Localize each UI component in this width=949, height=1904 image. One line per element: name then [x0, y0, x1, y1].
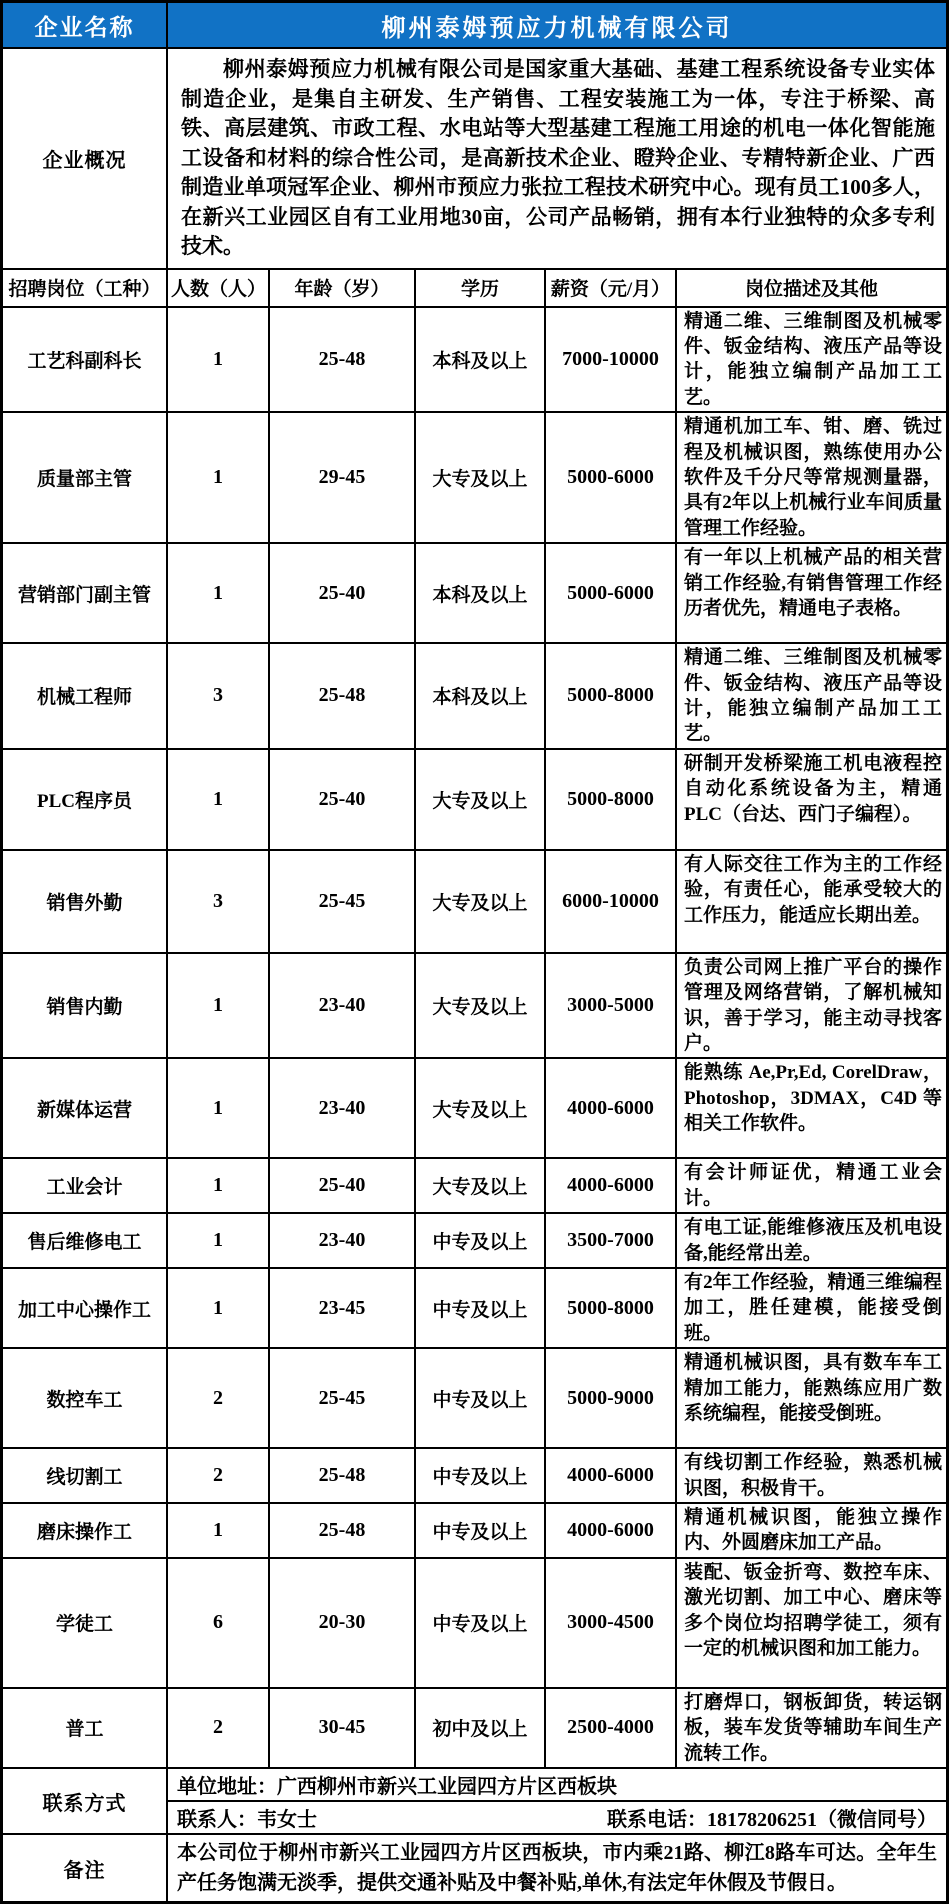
contact-person: 联系人：韦女士 [177, 1809, 317, 1832]
age-range-cell: 25-40 [270, 544, 416, 642]
job-row [3, 1157, 946, 1212]
salary-cell: 5000-6000 [546, 544, 677, 642]
salary-cell: 3000-4500 [546, 1559, 677, 1687]
headcount-cell: 1 [168, 1269, 270, 1347]
education-cell: 中专及以上 [416, 1214, 546, 1267]
contact-person-phone-row [168, 1800, 946, 1833]
job-description-cell: 负责公司网上推广平台的操作管理及网络营销，了解机械知识，善于学习，能主动寻找客户。 [684, 956, 942, 1054]
column-header-description: 岗位描述及其他 [744, 279, 878, 300]
notes-label: 备注 [3, 1835, 168, 1901]
age-range-cell: 25-48 [270, 644, 416, 748]
job-title-cell: 新媒体运营 [3, 1059, 168, 1157]
company-overview-label: 企业概况 [3, 49, 168, 268]
headcount-cell: 1 [168, 750, 270, 849]
salary-cell: 5000-8000 [546, 750, 677, 849]
job-row [3, 1347, 946, 1447]
age-range-cell: 25-48 [270, 1504, 416, 1557]
title-row [3, 3, 946, 49]
contact-details [168, 1769, 946, 1833]
job-title-cell: 工艺科副科长 [3, 308, 168, 412]
age-range-cell: 25-40 [270, 750, 416, 849]
job-row [3, 1557, 946, 1687]
job-row [3, 1502, 946, 1557]
job-description-cell: 装配、钣金折弯、数控车床、激光切割、加工中心、磨床等多个岗位均招聘学徒工，须有一定的机械识图和加工能力。 [684, 1561, 942, 1660]
age-range-cell: 25-48 [270, 308, 416, 412]
contact-row [3, 1767, 946, 1833]
job-title-cell: 营销部门副主管 [3, 544, 168, 642]
salary-cell: 3500-7000 [546, 1214, 677, 1267]
headcount-cell: 3 [168, 851, 270, 952]
job-description-cell: 精通机加工车、钳、磨、铣过程及机械识图，熟练使用办公软件及千分尺等常规测量器，具有2年以上机械行业车间质量管理工作经验。 [684, 416, 942, 539]
education-cell: 本科及以上 [416, 644, 546, 748]
job-description-cell: 能熟练 Ae,Pr,Ed, CorelDraw，Photoshop，3DMAX，C4D 等相关工作软件。 [684, 1062, 942, 1135]
job-row [3, 542, 946, 642]
salary-cell: 5000-8000 [546, 644, 677, 748]
salary-cell: 4000-6000 [546, 1059, 677, 1157]
job-row [3, 748, 946, 849]
headcount-cell: 3 [168, 644, 270, 748]
education-cell: 中专及以上 [416, 1449, 546, 1502]
column-header-age: 年龄（岁） [270, 270, 416, 306]
notes-row [3, 1833, 946, 1901]
job-title-cell: 机械工程师 [3, 644, 168, 748]
company-overview-text: 柳州泰姆预应力机械有限公司是国家重大基础、基建工程系统设备专业实体制造企业，是集自主研发、生产销售、工程安装施工为一体，专注于桥梁、高铁、高层建筑、市政工程、水电站等大型基建工程施工用途的机电一体化智能施工设备和材料的综合性公司，是高新技术企业、瞪羚企业、专精特新企业、广西制造业单项冠军企业、柳州市预应力张拉工程技术研究中心。现有员工100多人，在新兴工业园区自有工业用地30亩，公司产品畅销，拥有本行业独特的众多专利技术。 [181, 57, 935, 258]
education-cell: 本科及以上 [416, 544, 546, 642]
age-range-cell: 23-40 [270, 1059, 416, 1157]
job-row [3, 1212, 946, 1267]
job-title-cell: 销售内勤 [3, 954, 168, 1058]
headcount-cell: 1 [168, 1059, 270, 1157]
education-cell: 本科及以上 [416, 308, 546, 412]
job-row [3, 411, 946, 542]
column-header-row [3, 268, 946, 306]
job-description-cell: 有电工证,能维修液压及机电设备,能经常出差。 [684, 1217, 942, 1264]
job-description-cell: 有人际交往工作为主的工作经验，有责任心，能承受较大的工作压力，能适应长期出差。 [684, 853, 942, 926]
education-cell: 大专及以上 [416, 851, 546, 952]
salary-cell: 6000-10000 [546, 851, 677, 952]
education-cell: 中专及以上 [416, 1559, 546, 1687]
job-description-cell: 研制开发桥梁施工机电液程控自动化系统设备为主，精通PLC（台达、西门子编程）。 [684, 752, 942, 825]
job-row [3, 1267, 946, 1347]
job-title-cell: 数控车工 [3, 1349, 168, 1447]
job-title-cell: PLC程序员 [3, 750, 168, 849]
job-title-cell: 线切割工 [3, 1449, 168, 1502]
job-title-cell: 普工 [3, 1689, 168, 1767]
headcount-cell: 1 [168, 544, 270, 642]
headcount-cell: 2 [168, 1349, 270, 1447]
job-row [3, 306, 946, 412]
salary-cell: 4000-6000 [546, 1449, 677, 1502]
job-row [3, 642, 946, 748]
salary-cell: 5000-9000 [546, 1349, 677, 1447]
age-range-cell: 25-45 [270, 851, 416, 952]
column-header-salary: 薪资（元/月） [546, 270, 677, 306]
headcount-cell: 1 [168, 308, 270, 412]
salary-cell: 5000-6000 [546, 413, 677, 542]
headcount-cell: 1 [168, 1504, 270, 1557]
education-cell: 中专及以上 [416, 1349, 546, 1447]
headcount-cell: 1 [168, 1214, 270, 1267]
company-overview-row [3, 49, 946, 268]
salary-cell: 3000-5000 [546, 954, 677, 1058]
job-description-cell: 有2年工作经验，精通三维编程加工，胜任建模，能接受倒班。 [684, 1272, 942, 1344]
headcount-cell: 1 [168, 954, 270, 1058]
age-range-cell: 30-45 [270, 1689, 416, 1767]
age-range-cell: 29-45 [270, 413, 416, 542]
salary-cell: 2500-4000 [546, 1689, 677, 1767]
age-range-cell: 25-45 [270, 1349, 416, 1447]
job-description-cell: 有线切割工作经验，熟悉机械识图，积极肯干。 [684, 1452, 942, 1499]
job-description-cell: 精通机械识图，能独立操作内、外圆磨床加工产品。 [684, 1507, 942, 1554]
age-range-cell: 25-48 [270, 1449, 416, 1502]
column-header-job: 招聘岗位（工种） [3, 270, 168, 306]
job-title-cell: 工业会计 [3, 1159, 168, 1212]
headcount-cell: 6 [168, 1559, 270, 1687]
contact-address: 单位地址：广西柳州市新兴工业园四方片区西板块 [177, 1776, 617, 1799]
notes-text: 本公司位于柳州市新兴工业园四方片区西板块，市内乘21路、柳江8路车可达。全年生产任务饱满无淡季，提供交通补贴及中餐补贴,单休,有法定年休假及节假日。 [177, 1842, 937, 1895]
job-row [3, 1687, 946, 1767]
education-cell: 大专及以上 [416, 1159, 546, 1212]
job-title-cell: 加工中心操作工 [3, 1269, 168, 1347]
job-row [3, 1447, 946, 1502]
job-row [3, 1057, 946, 1157]
education-cell: 大专及以上 [416, 413, 546, 542]
job-row [3, 849, 946, 952]
age-range-cell: 25-40 [270, 1159, 416, 1212]
job-title-cell: 质量部主管 [3, 413, 168, 542]
contact-phone: 联系电话：18178206251（微信同号） [607, 1809, 937, 1832]
education-cell: 大专及以上 [416, 954, 546, 1058]
salary-cell: 5000-8000 [546, 1269, 677, 1347]
job-rows [3, 306, 946, 1768]
job-title-cell: 销售外勤 [3, 851, 168, 952]
job-description-cell: 精通二维、三维制图及机械零件、钣金结构、液压产品等设计，能独立编制产品加工工艺。 [684, 310, 942, 408]
education-cell: 中专及以上 [416, 1269, 546, 1347]
salary-cell: 4000-6000 [546, 1504, 677, 1557]
company-name-label: 企业名称 [3, 3, 168, 47]
contact-label: 联系方式 [3, 1769, 168, 1833]
age-range-cell: 23-40 [270, 954, 416, 1058]
salary-cell: 7000-10000 [546, 308, 677, 412]
job-title-cell: 学徒工 [3, 1559, 168, 1687]
salary-cell: 4000-6000 [546, 1159, 677, 1212]
headcount-cell: 1 [168, 413, 270, 542]
company-name-value: 柳州泰姆预应力机械有限公司 [168, 3, 946, 47]
age-range-cell: 20-30 [270, 1559, 416, 1687]
age-range-cell: 23-40 [270, 1214, 416, 1267]
job-title-cell: 售后维修电工 [3, 1214, 168, 1267]
headcount-cell: 2 [168, 1449, 270, 1502]
headcount-cell: 1 [168, 1159, 270, 1212]
headcount-cell: 2 [168, 1689, 270, 1767]
education-cell: 初中及以上 [416, 1689, 546, 1767]
education-cell: 大专及以上 [416, 1059, 546, 1157]
education-cell: 大专及以上 [416, 750, 546, 849]
job-row [3, 952, 946, 1058]
column-header-count: 人数（人） [168, 270, 270, 306]
age-range-cell: 23-45 [270, 1269, 416, 1347]
education-cell: 中专及以上 [416, 1504, 546, 1557]
job-title-cell: 磨床操作工 [3, 1504, 168, 1557]
job-description-cell: 有会计师证优，精通工业会计。 [684, 1162, 942, 1209]
column-header-education: 学历 [416, 270, 546, 306]
job-description-cell: 有一年以上机械产品的相关营销工作经验,有销售管理工作经历者优先，精通电子表格。 [684, 547, 942, 619]
job-description-cell: 精通机械识图，具有数车车工精加工能力，能熟练应用广数系统编程，能接受倒班。 [684, 1352, 942, 1425]
job-description-cell: 打磨焊口，钢板卸货，转运钢板，装车发货等辅助车间生产流转工作。 [684, 1691, 942, 1764]
job-description-cell: 精通二维、三维制图及机械零件、钣金结构、液压产品等设计，能独立编制产品加工工艺。 [684, 647, 942, 745]
